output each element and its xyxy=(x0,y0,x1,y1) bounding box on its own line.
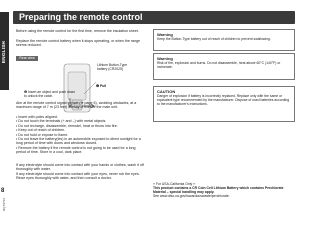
list-item: • Keep out of reach of children. xyxy=(16,128,66,133)
warning-body: Keep the Button-Type battery out of reach of children to prevent swallowing. xyxy=(157,37,271,41)
list-item: • Remove the battery if the remote control is not going to be used for a long period of time. Store in a cool, dark place. xyxy=(16,145,136,155)
intro-line-1: Before using the remote control for the first time, remove the insulation sheet. xyxy=(16,29,139,33)
doc-code: RQT9736 xyxy=(2,198,6,212)
list-item: • Do not recharge, disassemble, remodel, heat or throw into fire. xyxy=(16,123,118,128)
battery-callout: Lithium Button-Type battery (CR2025) xyxy=(97,63,128,72)
intro-line-2: Replace the remote control battery when it stops operating, or when the range seems reduced. xyxy=(16,39,141,48)
caution-title: CAUTION xyxy=(157,89,176,94)
aim-paragraph: Aim at the remote control signal sensor (➡ page 6), avoiding obstacles, at a maximum range of 7 m (23 feet) directly in front of the main unit. xyxy=(16,101,137,110)
rear-view-label: Rear view xyxy=(16,56,38,61)
warning-title: Warning xyxy=(157,56,173,61)
usa-california-note xyxy=(153,182,293,198)
warning-title: Warning xyxy=(157,32,173,37)
page-title: Preparing the remote control xyxy=(19,12,143,22)
page-number: 8 xyxy=(1,188,5,194)
list-item: • Do not leave the battery(ies) in an automobile exposed to direct sunlight for a long period of time with doors and windows closed. xyxy=(16,137,141,146)
usa-note-heading: « For USA-California Only » xyxy=(153,182,196,186)
list-item: • Insert with poles aligned. xyxy=(16,115,58,119)
electrolyte-note: If any electrolyte should come into contact with your hands or clothes, wash it off thoroughly with water. If any electrolyte should come into contact with your eyes, never rub the eyes. Rinse eyes thoroughly with water, and then consult a doctor. xyxy=(16,163,144,181)
pull-label: ❷ Pull xyxy=(96,84,107,88)
warning-box-1 xyxy=(153,29,295,51)
battery-precautions-list xyxy=(16,115,144,155)
language-label: ENGLISH xyxy=(1,40,6,64)
list-item: • Do not hold or expose to flame. xyxy=(16,132,69,137)
warning-box-2 xyxy=(153,53,295,80)
caution-body: Danger of explosion if battery is incorrectly replaced. Replace only with the same or equivalent type recommended by the manufacturer. Dispose of used batteries according to the manufacturer's instructions. xyxy=(157,94,290,107)
usa-note-link[interactable]: See www.dtsc.ca.gov/hazardouswaste/perchlorate. xyxy=(153,194,230,199)
insert-label: ❶ Insert an object and push down to unlock the catch. xyxy=(24,90,76,99)
title-bar xyxy=(13,11,295,24)
sidebar xyxy=(0,0,9,218)
list-item: • Do not touch the terminals (+ and –) with metal objects. xyxy=(16,119,107,124)
warning-body: Risk of fire, explosion and burns. Do not disassemble, heat above 60°C (140°F) or incinerate. xyxy=(157,61,281,70)
usa-note-line-1: This product contains a CR Coin Cell Lithium Battery which contains Perchlorate Material – special handling may apply. xyxy=(153,186,284,195)
caution-box xyxy=(153,86,295,122)
